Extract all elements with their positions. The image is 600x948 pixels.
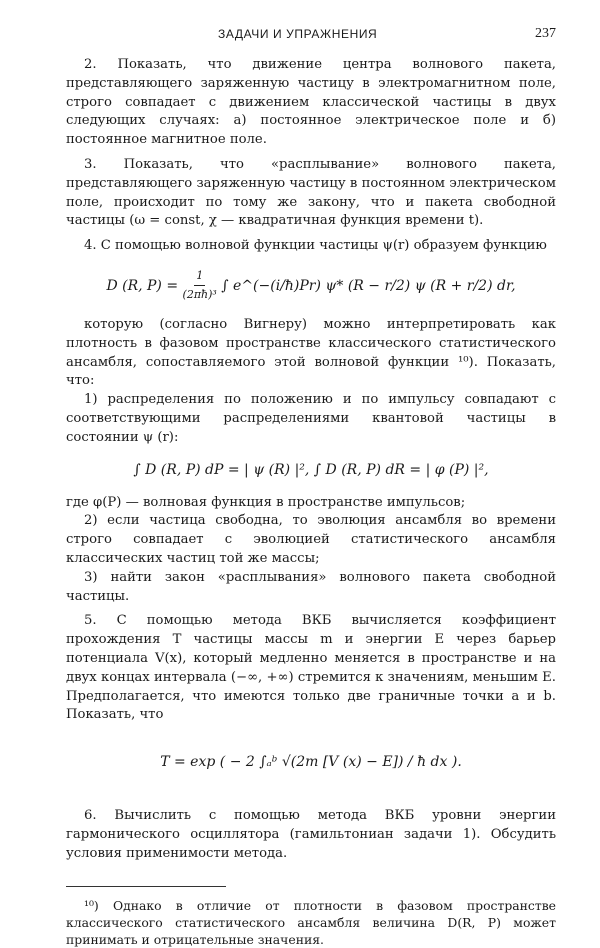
wigner-prefactor [183,267,217,306]
wigner-lhs: D (R, P) = [106,277,179,294]
transmission-formula [66,735,556,789]
problem-4-text: которую (согласно Вигнеру) можно интерпретировать как плотность в фазовом пространстве классического статистического ансамбля, сопоставляемого этой волновой функции ¹⁰). Показать, что: [66,316,556,389]
problem-3: 3. Показать, что «расплывание» волнового пакета, представляющего заряженную частицу в постоянном электрическом поле, происходит по тому же закону, что и пакета свободной частицы (ω = const, χ — квадратичная функция времени t). [66,156,556,229]
problem-6: 6. Вычислить с помощью метода ВКБ уровни энергии гармонического осциллятора (гамильтониан задачи 1). Обсудить условия применимости метода. [66,808,556,861]
problem-5: 5. С помощью метода ВКБ вычисляется коэффициент прохождения T частицы массы m и энергии E через барьер потенциала V(x), который медленно меняется в пространстве и на двух концах интервала (−∞, +∞) стремится к значениям, меньшим E. Предполагается, что имеются только две граничные точки a и b. Показать, что [66,613,556,723]
page-body [66,56,556,948]
footnote-rule [66,886,226,887]
wigner-prefactor-den: (2πħ)³ [182,288,217,302]
footnote-10: ¹⁰) Однако в отличие от плотности в фазовом пространстве классического статистического ансамбля величина D(R, P) может принимать и отрицательные значения. [66,897,556,947]
problem-4-item-1: 1) распределения по положению и по импульсу совпадают с соответствующими распределениями квантовой частицы в состоянии ψ (r): [66,392,556,445]
transmission-lhs: T = exp [160,753,216,770]
problem-2: 2. Показать, что движение центра волнового пакета, представляющего заряженную частицу в электромагнитном поле, строго совпадает с движением классической частицы в двух следующих случаях: а) постоянное электрическое поле и б) постоянное магнитное поле. [66,57,556,148]
wigner-rhs: ∫ e^(−(i/ħ)Pr) ψ* (R − r/2) ψ (R + r/2) dr, [221,277,516,294]
problem-4-item-2: 2) если частица свободна, то эволюция ансамбля во времени строго совпадает с эволюцией статистического ансамбля классических частиц той же массы; [66,513,556,566]
marginal-formulas: ∫ D (R, P) dP = | ψ (R) |², ∫ D (R, P) dR = | φ (P) |², [133,462,489,479]
running-header [66,26,556,44]
wigner-prefactor-num: 1 [194,267,205,287]
wigner-formula [66,268,556,304]
chapter-title: ЗАДАЧИ И УПРАЖНЕНИЯ [218,27,378,41]
problem-4-momentum-note: где φ(P) — волновая функция в пространстве импульсов; [66,494,466,510]
problem-4-intro: 4. С помощью волновой функции частицы ψ(r) образуем функцию [84,238,547,254]
problem-4-item-3: 3) найти закон «расплывания» волнового пакета свободной частицы. [66,569,556,604]
transmission-rhs: ( − 2 ∫ₐᵇ √(2m [V (x) − E]) / ħ dx ). [219,753,462,770]
page-number: 237 [535,26,556,41]
